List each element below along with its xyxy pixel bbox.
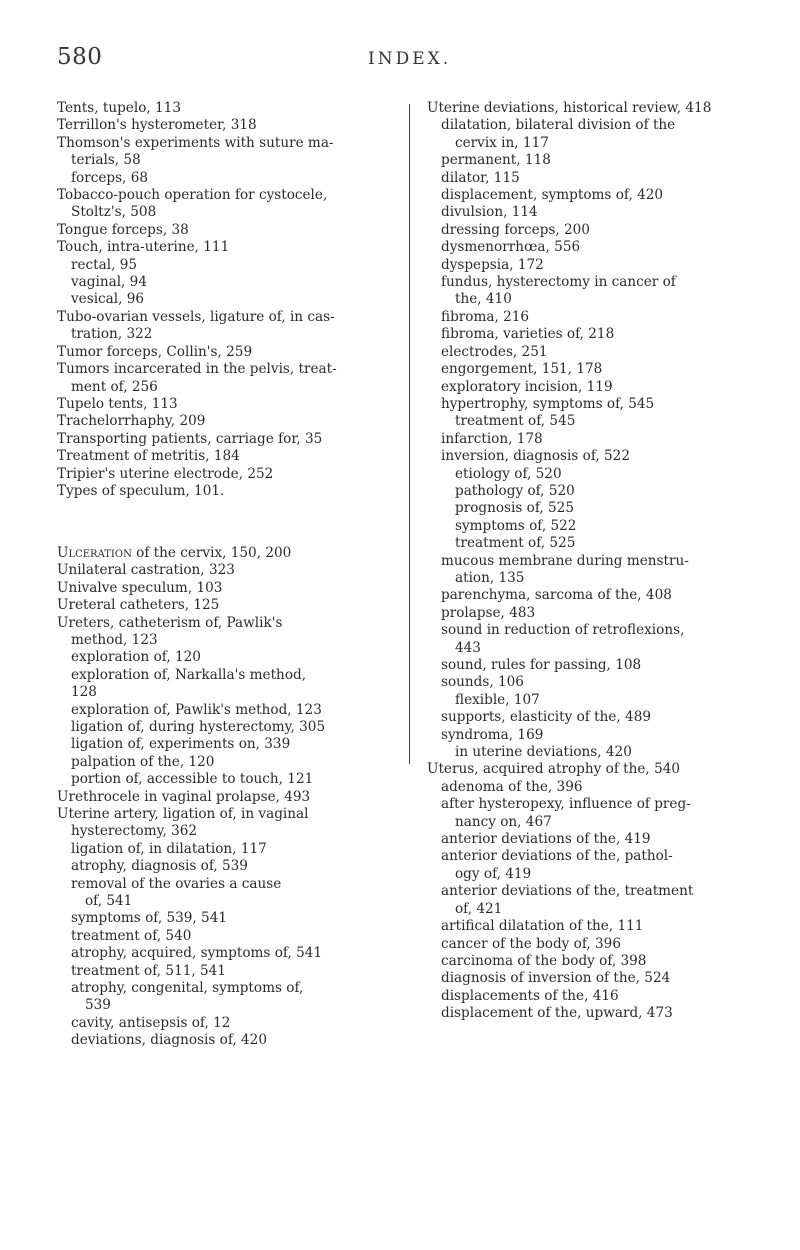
- index-subentry: engorgement, 151, 178: [441, 361, 603, 378]
- index-subentry: symptoms of, 539, 541: [71, 910, 227, 927]
- index-subentry: flexible, 107: [455, 691, 540, 708]
- index-heading-entry: Tubo-ovarian vessels, ligature of, in cas-: [57, 308, 335, 325]
- index-subentry: hypertrophy, symptoms of, 545: [441, 395, 655, 412]
- index-subentry: exploration of, 120: [71, 649, 201, 666]
- index-heading-entry: Ureteral catheters, 125: [57, 597, 220, 614]
- index-subentry: fundus, hysterectomy in cancer of: [441, 274, 676, 291]
- index-subentry: of, 541: [85, 893, 133, 910]
- index-subentry: of, 421: [455, 900, 503, 917]
- index-subentry: inversion, diagnosis of, 522: [441, 448, 630, 465]
- index-heading-entry: Ulceration of the cervix, 150, 200: [57, 544, 292, 561]
- index-heading-entry: Unilateral castration, 323: [57, 562, 235, 579]
- index-subentry: ligation of, in dilatation, 117: [71, 840, 267, 857]
- index-heading-entry: Uterus, acquired atrophy of the, 540: [427, 761, 681, 778]
- index-heading-entry: Tripier's uterine electrode, 252: [57, 465, 274, 482]
- column-divider: [409, 104, 410, 764]
- index-subentry: dressing forceps, 200: [441, 221, 590, 238]
- index-subentry: fibroma, 216: [441, 308, 530, 325]
- index-heading-entry: Thomson's experiments with suture ma-: [57, 134, 334, 151]
- index-subentry: anterior deviations of the, pathol-: [441, 848, 673, 865]
- index-subentry: terials, 58: [71, 152, 141, 169]
- index-subentry: displacements of the, 416: [441, 987, 619, 1004]
- index-heading-entry: Transporting patients, carriage for, 35: [57, 430, 323, 447]
- entry-spacer: [57, 514, 397, 531]
- index-subentry: treatment of, 525: [455, 535, 576, 552]
- index-subentry: symptoms of, 522: [455, 517, 577, 534]
- index-subentry: carcinoma of the body of, 398: [441, 952, 647, 969]
- index-subentry: atrophy, acquired, symptoms of, 541: [71, 945, 323, 962]
- index-subentry: dilator, 115: [441, 169, 520, 186]
- index-subentry: removal of the ovaries a cause: [71, 875, 282, 892]
- index-subentry: ation, 135: [455, 569, 525, 586]
- index-subentry: syndroma, 169: [441, 726, 544, 743]
- index-subentry: palpation of the, 120: [71, 753, 215, 770]
- index-subentry: adenoma of the, 396: [441, 778, 583, 795]
- index-heading-entry: Tobacco-pouch operation for cystocele,: [57, 187, 328, 204]
- page-number: 580: [57, 44, 103, 70]
- index-subentry: in uterine deviations, 420: [455, 744, 632, 761]
- index-heading-entry: Ureters, catheterism of, Pawlik's: [57, 614, 283, 631]
- running-head: INDEX.: [368, 49, 452, 69]
- index-heading-entry: Treatment of metritis, 184: [57, 448, 240, 465]
- index-subentry: exploration of, Narkalla's method,: [71, 666, 307, 683]
- index-subentry: tration, 322: [71, 326, 153, 343]
- index-subentry: supports, elasticity of the, 489: [441, 709, 651, 726]
- index-subentry: cavity, antisepsis of, 12: [71, 1014, 231, 1031]
- index-heading-entry: Urethrocele in vaginal prolapse, 493: [57, 788, 311, 805]
- index-heading-entry: Tongue forceps, 38: [57, 221, 189, 238]
- index-subentry: parenchyma, sarcoma of the, 408: [441, 587, 672, 604]
- index-subentry: ment of, 256: [71, 378, 158, 395]
- index-subentry: treatment of, 540: [71, 927, 192, 944]
- index-subentry: sound in reduction of retroflexions,: [441, 622, 685, 639]
- index-subentry: nancy on, 467: [455, 813, 552, 830]
- index-subentry: dyspepsia, 172: [441, 256, 544, 273]
- index-subentry: divulsion, 114: [441, 204, 538, 221]
- index-subentry: vaginal, 94: [71, 274, 147, 291]
- index-subentry: treatment of, 545: [455, 413, 576, 430]
- index-heading-entry: Terrillon's hysterometer, 318: [57, 117, 257, 134]
- index-subentry: vesical, 96: [71, 291, 145, 308]
- index-subentry: anterior deviations of the, treatment: [441, 883, 694, 900]
- index-subentry: prognosis of, 525: [455, 500, 574, 517]
- index-subentry: mucous membrane during menstru-: [441, 552, 689, 569]
- index-heading-entry: Tents, tupelo, 113: [57, 100, 181, 116]
- index-subentry: electrodes, 251: [441, 343, 548, 360]
- index-subentry: hysterectomy, 362: [71, 823, 198, 840]
- index-heading-entry: Uterine deviations, historical review, 418: [427, 100, 712, 116]
- index-subentry: cervix in, 117: [455, 134, 549, 151]
- index-subentry: 443: [455, 639, 481, 656]
- index-subentry: rectal, 95: [71, 256, 138, 273]
- index-subentry: sounds, 106: [441, 674, 524, 691]
- index-subentry: forceps, 68: [71, 169, 148, 186]
- index-subentry: fibroma, varieties of, 218: [441, 326, 615, 343]
- index-subentry: displacement of the, upward, 473: [441, 1005, 673, 1022]
- index-subentry: 128: [71, 684, 97, 701]
- index-heading-entry: Trachelorrhaphy, 209: [57, 413, 206, 430]
- index-subentry: Stoltz's, 508: [71, 204, 157, 221]
- index-subentry: deviations, diagnosis of, 420: [71, 1032, 267, 1049]
- index-subentry: ligation of, experiments on, 339: [71, 736, 291, 753]
- index-subentry: pathology of, 520: [455, 482, 575, 499]
- index-subentry: displacement, symptoms of, 420: [441, 187, 664, 204]
- index-subentry: diagnosis of inversion of the, 524: [441, 970, 671, 987]
- index-subentry: artifical dilatation of the, 111: [441, 918, 644, 935]
- index-subentry: cancer of the body of, 396: [441, 935, 621, 952]
- index-subentry: method, 123: [71, 631, 158, 648]
- index-subentry: infarction, 178: [441, 430, 543, 447]
- index-subentry: ligation of, during hysterectomy, 305: [71, 718, 326, 735]
- index-heading-entry: Tupelo tents, 113: [57, 395, 178, 412]
- index-subentry: ogy of, 419: [455, 865, 532, 882]
- index-subentry: exploration of, Pawlik's method, 123: [71, 701, 322, 718]
- index-subentry: dysmenorrhœa, 556: [441, 239, 581, 256]
- index-subentry: etiology of, 520: [455, 465, 562, 482]
- index-subentry: after hysteropexy, influence of preg-: [441, 796, 691, 813]
- index-heading-entry: Types of speculum, 101.: [57, 482, 225, 499]
- index-subentry: sound, rules for passing, 108: [441, 657, 642, 673]
- index-subentry: exploratory incision, 119: [441, 378, 613, 395]
- index-subentry: atrophy, congenital, symptoms of,: [71, 980, 304, 997]
- index-heading-entry: Tumors incarcerated in the pelvis, treat-: [57, 361, 337, 378]
- index-subentry: treatment of, 511, 541: [71, 962, 226, 979]
- index-subentry: the, 410: [455, 291, 512, 308]
- index-subentry: anterior deviations of the, 419: [441, 831, 651, 848]
- index-subentry: permanent, 118: [441, 152, 551, 169]
- index-heading-entry: Tumor forceps, Collin's, 259: [57, 343, 253, 360]
- index-subentry: 539: [85, 997, 111, 1014]
- index-column-left: [57, 100, 397, 1050]
- index-subentry: dilatation, bilateral division of the: [441, 117, 676, 134]
- index-subentry: atrophy, diagnosis of, 539: [71, 858, 248, 875]
- index-subentry: portion of, accessible to touch, 121: [71, 771, 314, 788]
- index-heading-entry: Touch, intra-uterine, 111: [57, 239, 230, 256]
- index-heading-entry: Univalve speculum, 103: [57, 579, 223, 596]
- index-column-right: [427, 100, 767, 1023]
- index-heading-entry: Uterine artery, ligation of, in vaginal: [57, 806, 309, 823]
- index-subentry: prolapse, 483: [441, 604, 536, 621]
